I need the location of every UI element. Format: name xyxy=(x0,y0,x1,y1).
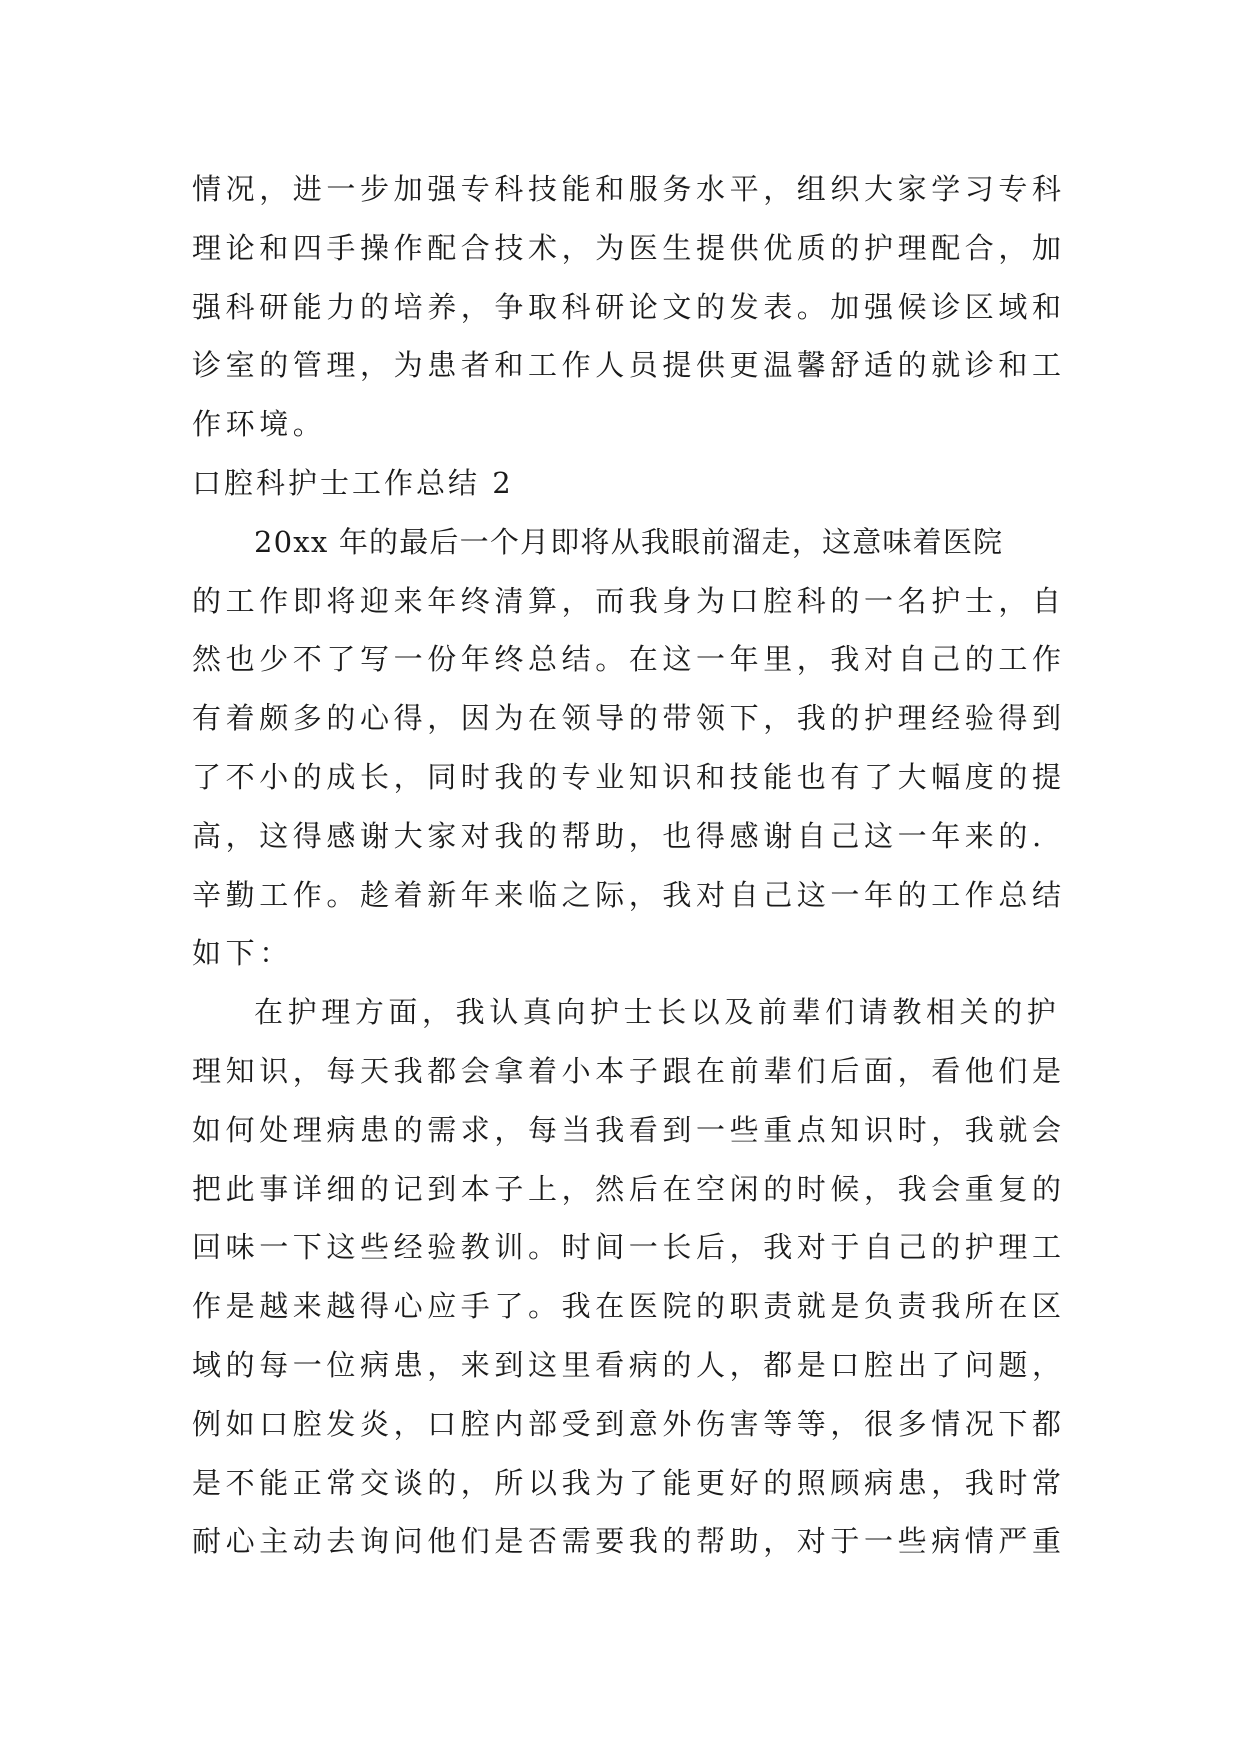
paragraph-line: 强科研能力的培养，争取科研论文的发表。加强候诊区域和 xyxy=(192,289,1066,324)
paragraph-line: 辛勤工作。趁着新年来临之际，我对自己这一年的工作总结 xyxy=(192,877,1066,912)
section-heading: 口腔科护士工作总结 2 xyxy=(192,465,514,500)
paragraph-line: 诊室的管理，为患者和工作人员提供更温馨舒适的就诊和工 xyxy=(192,348,1066,383)
paragraph-line: 域的每一位病患，来到这里看病的人，都是口腔出了问题， xyxy=(192,1347,1066,1382)
paragraph-line: 有着颇多的心得，因为在领导的带领下，我的护理经验得到 xyxy=(192,701,1066,736)
paragraph-line: 在护理方面，我认真向护士长以及前辈们请教相关的护 xyxy=(254,995,1061,1030)
paragraph-line: 的工作即将迎来年终清算，而我身为口腔科的一名护士，自 xyxy=(192,583,1066,618)
paragraph-line: 如下： xyxy=(192,936,293,971)
paragraph-line: 把此事详细的记到本子上，然后在空闲的时候，我会重复的 xyxy=(192,1171,1066,1206)
document-body xyxy=(192,160,1066,1571)
paragraph-line: 作是越来越得心应手了。我在医院的职责就是负责我所在区 xyxy=(192,1289,1066,1324)
paragraph-line: 理知识，每天我都会拿着小本子跟在前辈们后面，看他们是 xyxy=(192,1053,1066,1088)
paragraph-line: 例如口腔发炎，口腔内部受到意外伤害等等，很多情况下都 xyxy=(192,1406,1066,1441)
paragraph-line: 情况，进一步加强专科技能和服务水平，组织大家学习专科 xyxy=(192,172,1066,206)
paragraph-line: 高，这得感谢大家对我的帮助，也得感谢自己这一年来的. xyxy=(192,818,1046,853)
paragraph-line: 作环境。 xyxy=(192,407,327,442)
paragraph-line: 是不能正常交谈的，所以我为了能更好的照顾病患，我时常 xyxy=(192,1465,1066,1500)
paragraph-line: 回味一下这些经验教训。时间一长后，我对于自己的护理工 xyxy=(192,1230,1066,1265)
paragraph-line: 理论和四手操作配合技术，为医生提供优质的护理配合，加 xyxy=(192,230,1066,265)
paragraph-line: 20xx 年的最后一个月即将从我眼前溜走，这意味着医院 xyxy=(254,524,1004,559)
paragraph-line: 如何处理病患的需求，每当我看到一些重点知识时，我就会 xyxy=(192,1112,1066,1147)
paragraph-line: 了不小的成长，同时我的专业知识和技能也有了大幅度的提 xyxy=(192,759,1066,794)
paragraph-line: 然也少不了写一份年终总结。在这一年里，我对自己的工作 xyxy=(192,642,1066,677)
paragraph-line: 耐心主动去询问他们是否需要我的帮助，对于一些病情严重 xyxy=(192,1524,1066,1559)
